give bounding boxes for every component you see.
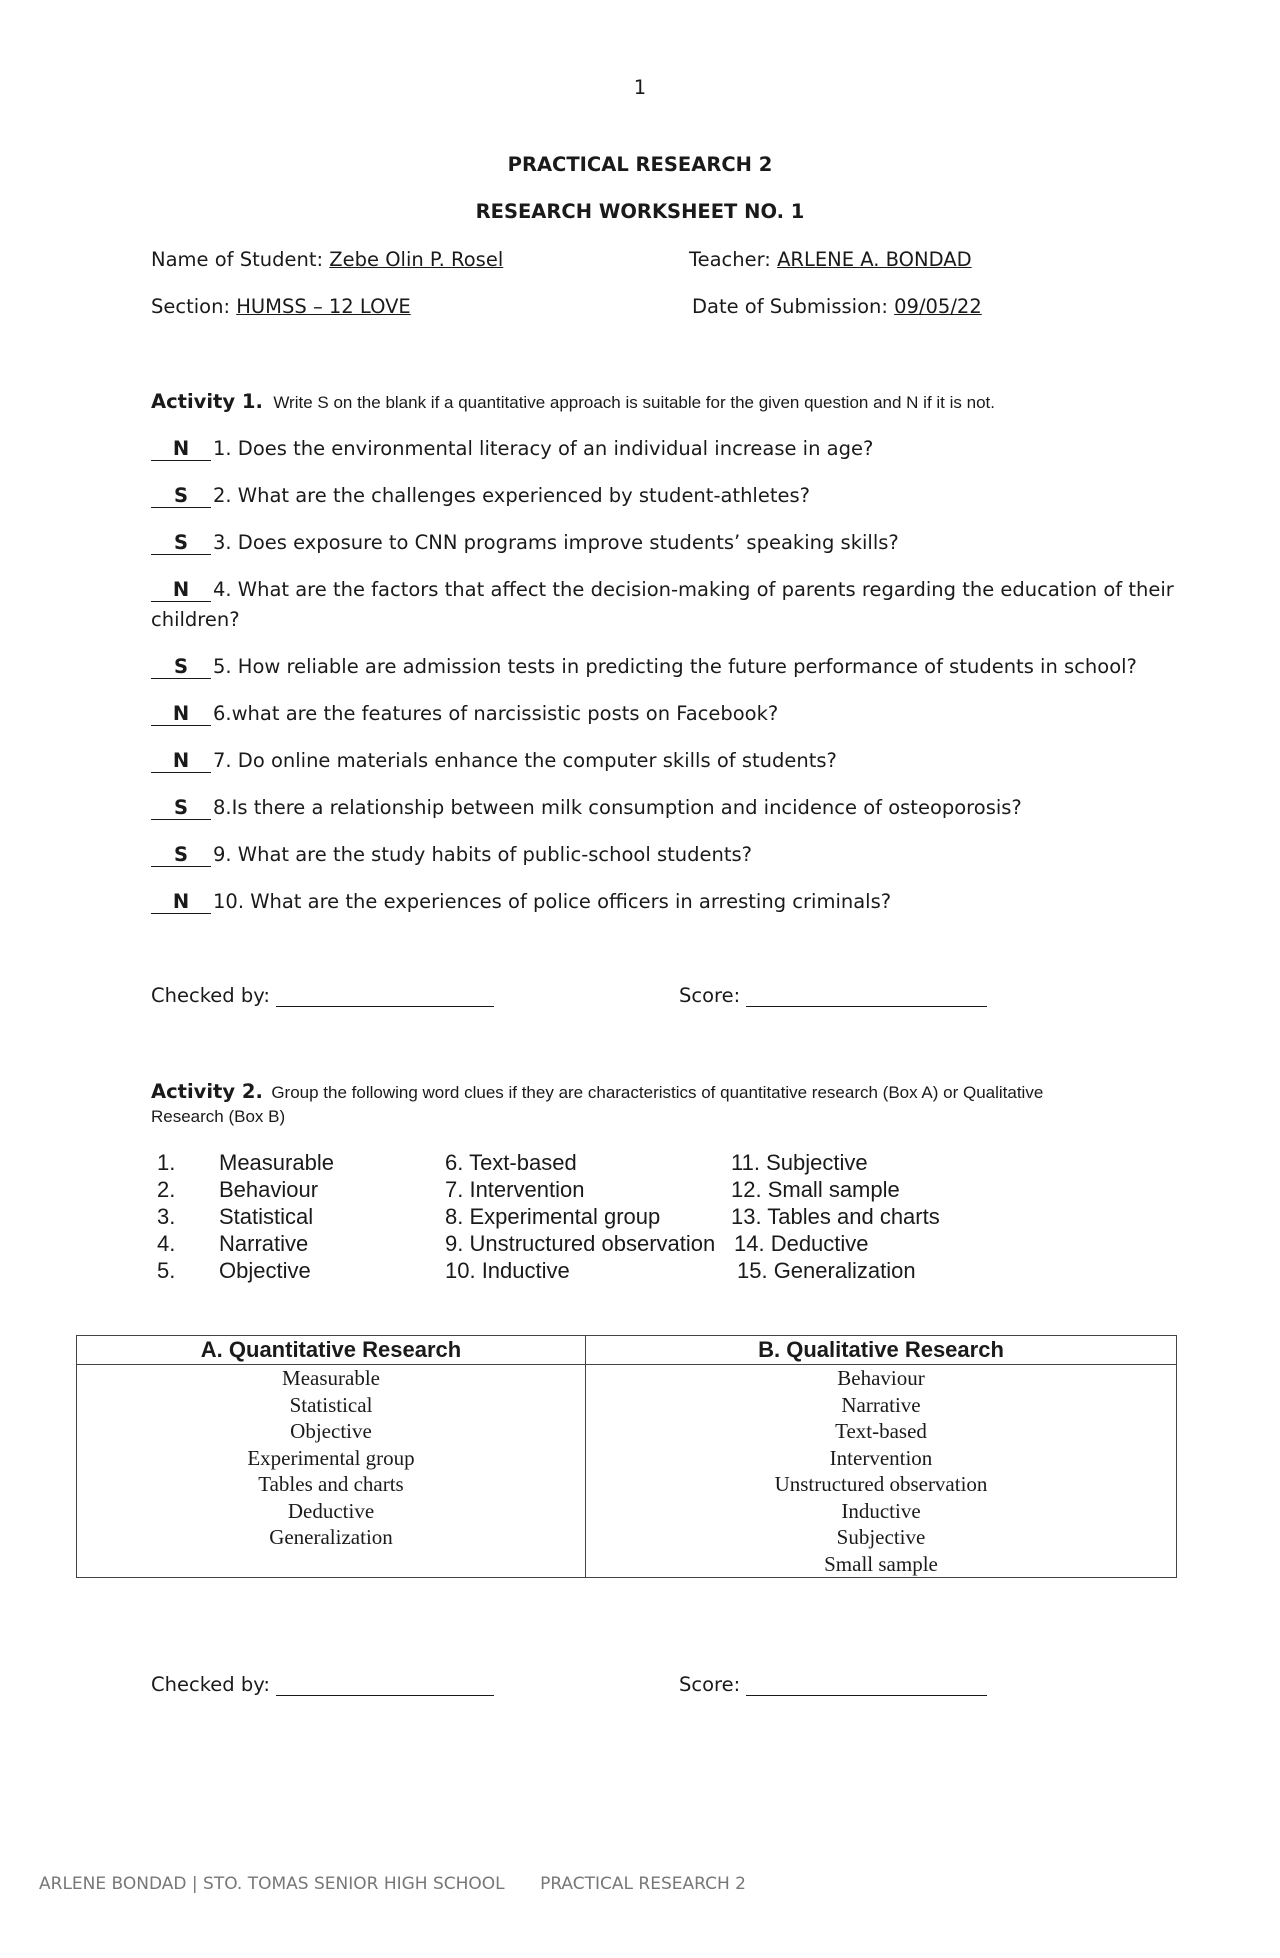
clue-item: 14. Deductive xyxy=(734,1231,869,1256)
page-title: PRACTICAL RESEARCH 2 xyxy=(507,153,773,176)
box-a-cell xyxy=(77,1365,586,1578)
question-text: 3. Does exposure to CNN programs improve students’ speaking skills? xyxy=(213,531,899,554)
clue-item: 12. Small sample xyxy=(731,1177,900,1202)
clue-number: 5. xyxy=(157,1258,176,1283)
activity1-heading xyxy=(151,390,995,413)
clue-number: 3. xyxy=(157,1204,176,1229)
teacher-row xyxy=(689,248,972,271)
activity2-instruction: Group the following word clues if they are characteristics of quantitative research (Box A) or Qualitative xyxy=(271,1083,1044,1102)
box-b-item: Text-based xyxy=(835,1419,927,1443)
checked-by-line xyxy=(276,988,494,1007)
question-text: 4. What are the factors that affect the decision-making of parents regarding the education of their xyxy=(213,578,1174,601)
clue-item: 11. Subjective xyxy=(731,1150,868,1175)
box-b-item: Inductive xyxy=(841,1498,921,1523)
clue-item: 13. Tables and charts xyxy=(731,1204,940,1229)
clue-number: 2. xyxy=(157,1177,176,1202)
score-label: Score: xyxy=(679,984,741,1007)
section-value: HUMSS – 12 LOVE xyxy=(236,295,411,318)
answer-blank: N xyxy=(151,892,211,914)
box-a-item: Measurable xyxy=(282,1366,380,1390)
clue-item: 10. Inductive xyxy=(445,1258,570,1283)
box-b-item: Intervention xyxy=(829,1445,933,1470)
activity2-label: Activity 2. xyxy=(151,1080,263,1103)
activity2-heading xyxy=(151,1080,1043,1103)
question-text: 9. What are the study habits of public-school students? xyxy=(213,843,753,866)
activity2-instruction-cont: Research (Box B) xyxy=(151,1107,286,1126)
score-row xyxy=(679,984,987,1007)
answer-blank: N xyxy=(151,704,211,726)
box-a-item: Deductive xyxy=(287,1498,375,1523)
clue-list-col3 xyxy=(731,1149,940,1284)
box-a-item: Generalization xyxy=(269,1525,393,1549)
checked-by-label: Checked by: xyxy=(151,1673,270,1696)
question-item xyxy=(151,655,1137,679)
question-item xyxy=(151,531,899,555)
section-label: Section: xyxy=(151,295,231,318)
clue-item: 9. Unstructured observation xyxy=(445,1231,716,1256)
answer-blank: S xyxy=(151,798,211,820)
question-text: 7. Do online materials enhance the computer skills of students? xyxy=(213,749,837,772)
clue-list-col2 xyxy=(445,1149,715,1284)
score-line xyxy=(746,988,987,1007)
answer-blank: S xyxy=(151,486,211,508)
box-a-item: Tables and charts xyxy=(258,1472,404,1496)
checked-by-line xyxy=(276,1677,494,1696)
clue-list-col1 xyxy=(219,1149,334,1284)
clue-item: Behaviour xyxy=(219,1177,319,1202)
question-text: 6.what are the features of narcissistic posts on Facebook? xyxy=(213,702,779,725)
box-a-header: A. Quantitative Research xyxy=(77,1336,586,1365)
score-row xyxy=(679,1673,987,1696)
box-a-item: Objective xyxy=(290,1419,372,1443)
clue-item: 15. Generalization xyxy=(737,1258,916,1283)
box-b-item: Small sample xyxy=(824,1551,938,1576)
date-label: Date of Submission: xyxy=(692,295,888,318)
question-text: 5. How reliable are admission tests in predicting the future performance of students in school? xyxy=(213,655,1137,678)
clue-item: Objective xyxy=(219,1258,311,1283)
date-value: 09/05/22 xyxy=(894,295,982,318)
question-item xyxy=(151,437,873,461)
clue-item: 8. Experimental group xyxy=(445,1204,661,1229)
question-text: 2. What are the challenges experienced by student-athletes? xyxy=(213,484,810,507)
clue-item: Measurable xyxy=(219,1150,334,1175)
question-continuation: children? xyxy=(151,608,240,631)
clue-list-numbers xyxy=(157,1149,175,1284)
question-item xyxy=(151,484,810,508)
page-number: 1 xyxy=(633,76,647,99)
clue-item: Statistical xyxy=(219,1204,314,1229)
question-item xyxy=(151,843,752,867)
question-item xyxy=(151,702,778,726)
activity1-label: Activity 1. xyxy=(151,390,263,413)
box-a-item: Statistical xyxy=(289,1392,373,1417)
student-name-row xyxy=(151,248,503,271)
checked-by-row xyxy=(151,984,494,1007)
worksheet-subtitle: RESEARCH WORKSHEET NO. 1 xyxy=(475,200,805,223)
footer xyxy=(39,1874,746,1894)
question-item xyxy=(151,796,1022,820)
box-b-header: B. Qualitative Research xyxy=(586,1336,1177,1365)
box-b-item: Unstructured observation xyxy=(774,1472,988,1496)
score-line xyxy=(746,1677,987,1696)
clue-item: 7. Intervention xyxy=(445,1177,585,1202)
score-label: Score: xyxy=(679,1673,741,1696)
grouping-table xyxy=(76,1335,1177,1578)
box-b-item: Narrative xyxy=(841,1392,921,1417)
question-text: 1. Does the environmental literacy of an individual increase in age? xyxy=(213,437,874,460)
date-row xyxy=(692,295,982,318)
footer-right: PRACTICAL RESEARCH 2 xyxy=(540,1874,746,1894)
box-b-item: Subjective xyxy=(836,1525,926,1549)
question-text: 10. What are the experiences of police officers in arresting criminals? xyxy=(213,890,892,913)
box-b-cell xyxy=(586,1365,1177,1578)
teacher-label: Teacher: xyxy=(689,248,771,271)
activity1-instruction: Write S on the blank if a quantitative approach is suitable for the given question and N if it is not. xyxy=(273,393,995,412)
clue-number: 4. xyxy=(157,1231,176,1256)
answer-blank: N xyxy=(151,580,211,602)
teacher-value: ARLENE A. BONDAD xyxy=(777,248,972,271)
box-b-item: Behaviour xyxy=(837,1366,925,1390)
answer-blank: S xyxy=(151,533,211,555)
checked-by-row xyxy=(151,1673,494,1696)
question-text: 8.Is there a relationship between milk consumption and incidence of osteoporosis? xyxy=(213,796,1022,819)
student-name-value: Zebe Olin P. Rosel xyxy=(329,248,504,271)
clue-item: Narrative xyxy=(219,1231,309,1256)
student-name-label: Name of Student: xyxy=(151,248,324,271)
section-row xyxy=(151,295,411,318)
answer-blank: N xyxy=(151,751,211,773)
answer-blank: S xyxy=(151,845,211,867)
answer-blank: S xyxy=(151,657,211,679)
question-item xyxy=(151,578,1174,602)
box-a-item: Experimental group xyxy=(247,1445,415,1470)
clue-item: 6. Text-based xyxy=(445,1150,577,1175)
checked-by-label: Checked by: xyxy=(151,984,270,1007)
clue-number: 1. xyxy=(157,1150,176,1175)
footer-left: ARLENE BONDAD | STO. TOMAS SENIOR HIGH SCHOOL xyxy=(39,1874,505,1894)
question-item xyxy=(151,890,891,914)
question-item xyxy=(151,749,837,773)
answer-blank: N xyxy=(151,439,211,461)
